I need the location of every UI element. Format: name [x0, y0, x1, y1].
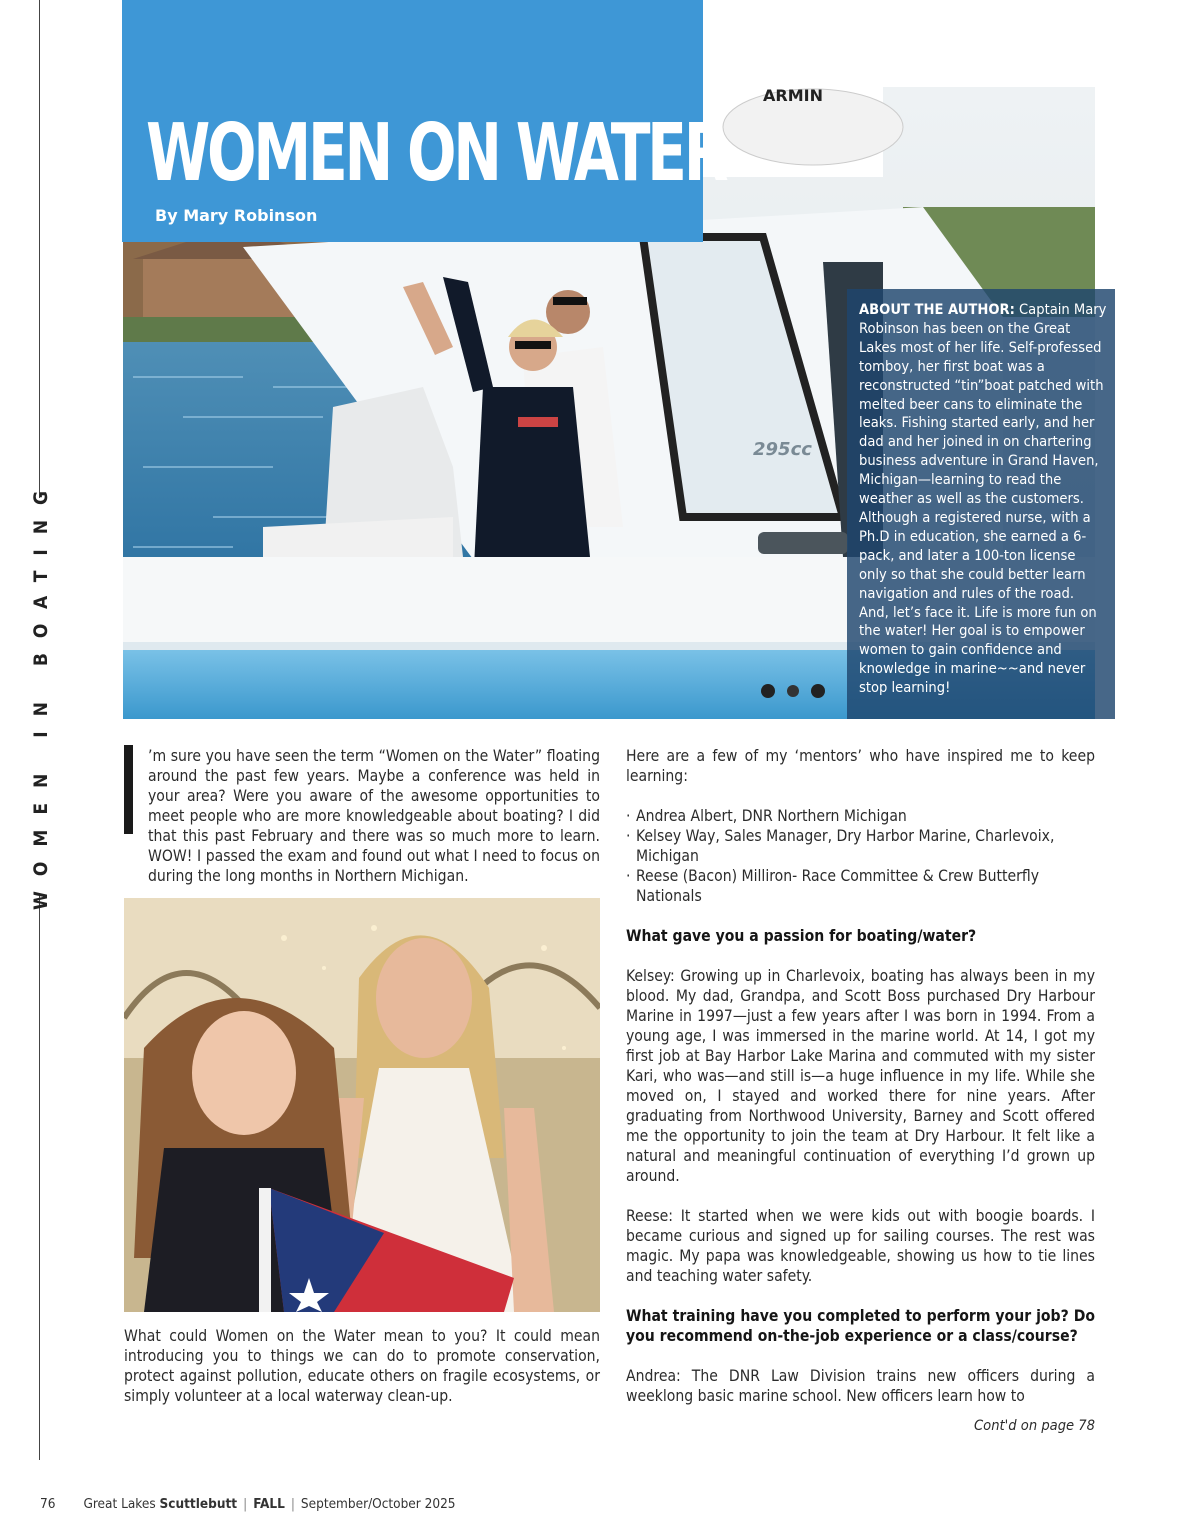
mentor-item: · Reese (Bacon) Milliron- Race Committee & Crew Butterfly Nationals — [626, 867, 1040, 905]
issue-date: September/October 2025 — [300, 1496, 456, 1512]
question-heading: What gave you a passion for boating/water? — [626, 927, 977, 945]
reese-answer: Reese: It started when we were kids out with boogie boards. I became curious and signed up for sailing courses. The rest was magic. My papa was knowledgeable, showing us how to tie lines and teaching water safety. — [626, 1207, 1095, 1285]
intro-paragraph: ’m sure you have seen the term “Women on the Water” floating around the past few years. Maybe a conference was held in your area? Were you aware of the awesome opportunities to meet people who are more knowledgeable about boating? I did that this past February and there was so much more to learn. WOW! I passed the exam and found out what I need to focus on during the long months in Northern Michigan. — [148, 747, 600, 885]
article-title: WOMEN ON WATER — [146, 107, 726, 199]
mentor-item: · Kelsey Way, Sales Manager, Dry Harbor Marine, Charlevoix, Michigan — [626, 827, 1055, 865]
svg-text:295cc: 295cc — [753, 439, 812, 460]
byline: By Mary Robinson — [155, 206, 318, 225]
page-number: 76 — [40, 1496, 56, 1512]
kelsey-answer: Kelsey: Growing up in Charlevoix, boating has always been in my blood. My dad, Grandpa, and Scott Boss purchased Dry Harbour Marine in 1997—just a few years after I was born in 1994. From a young age, I was immersed in the marine world. At 14, I got my first job at Bay Harbor Lake Marina and commuted with my sister Kari, who was—and still is—a huge influence in my life. While she moved on, I stayed and worked there for nine years. After graduating from Northwood University, Barney and Scott offered me the opportunity to join the team at Dry Harbour. It felt like a natural and meaningful continuation of everything I’d grown up around. — [626, 967, 1095, 1185]
side-rule-top — [39, 0, 40, 498]
issue-season: FALL — [253, 1496, 285, 1512]
right-column — [626, 746, 1095, 1406]
section-label: WOMEN IN BOATING — [30, 475, 52, 911]
publication-prefix: Great Lakes — [83, 1496, 160, 1512]
svg-text:ARMIN: ARMIN — [763, 87, 823, 105]
caption-paragraph: What could Women on the Water mean to you? It could mean introducing you to things we can do to promote conservation, protect against pollution, educate others on fragile ecosystems, or simply volunteer at a local waterway clean-up. — [124, 1327, 600, 1405]
continued-note: Cont'd on page 78 — [974, 1417, 1095, 1434]
andrea-answer: Andrea: The DNR Law Division trains new officers during a weeklong basic marine school. New officers learn how to — [626, 1367, 1095, 1405]
page-footer: 76 Great Lakes Scuttlebutt | FALL | September/October 2025 — [40, 1496, 456, 1512]
publication-name: Scuttlebutt — [159, 1496, 238, 1512]
question-heading: What training have you completed to perform your job? Do you recommend on-the-job experience or a class/course? — [626, 1307, 1095, 1345]
mentor-photo — [124, 898, 600, 1312]
mentors-intro: Here are a few of my ‘mentors’ who have inspired me to keep learning: — [626, 747, 1095, 785]
about-author-text — [859, 301, 1107, 698]
mentor-item: · Andrea Albert, DNR Northern Michigan — [626, 807, 907, 825]
about-author-body: Captain Mary Robinson has been on the Great Lakes most of her life. Self-professed tomboy, her first boat was a reconstructed “tin”boat patched with melted beer cans to eliminate the leaks. Fishing started early, and her dad and her joined in on chartering business adventure in Grand Haven, Michigan—learning to read the weather as well as the customers. Although a registered nurse, with a Ph.D in education, she earned a 6-pack, and later a 100-ton license only so that she could better learn navigation and rules of the road. And, let’s face it. Life is more fun on the water! Her goal is to empower women to gain confidence and knowledge in marine~~and never stop learning! — [859, 301, 1107, 697]
drop-cap-i — [124, 745, 133, 834]
about-author-lead: ABOUT THE AUTHOR: — [859, 301, 1015, 318]
side-rule-bottom — [39, 895, 40, 1460]
